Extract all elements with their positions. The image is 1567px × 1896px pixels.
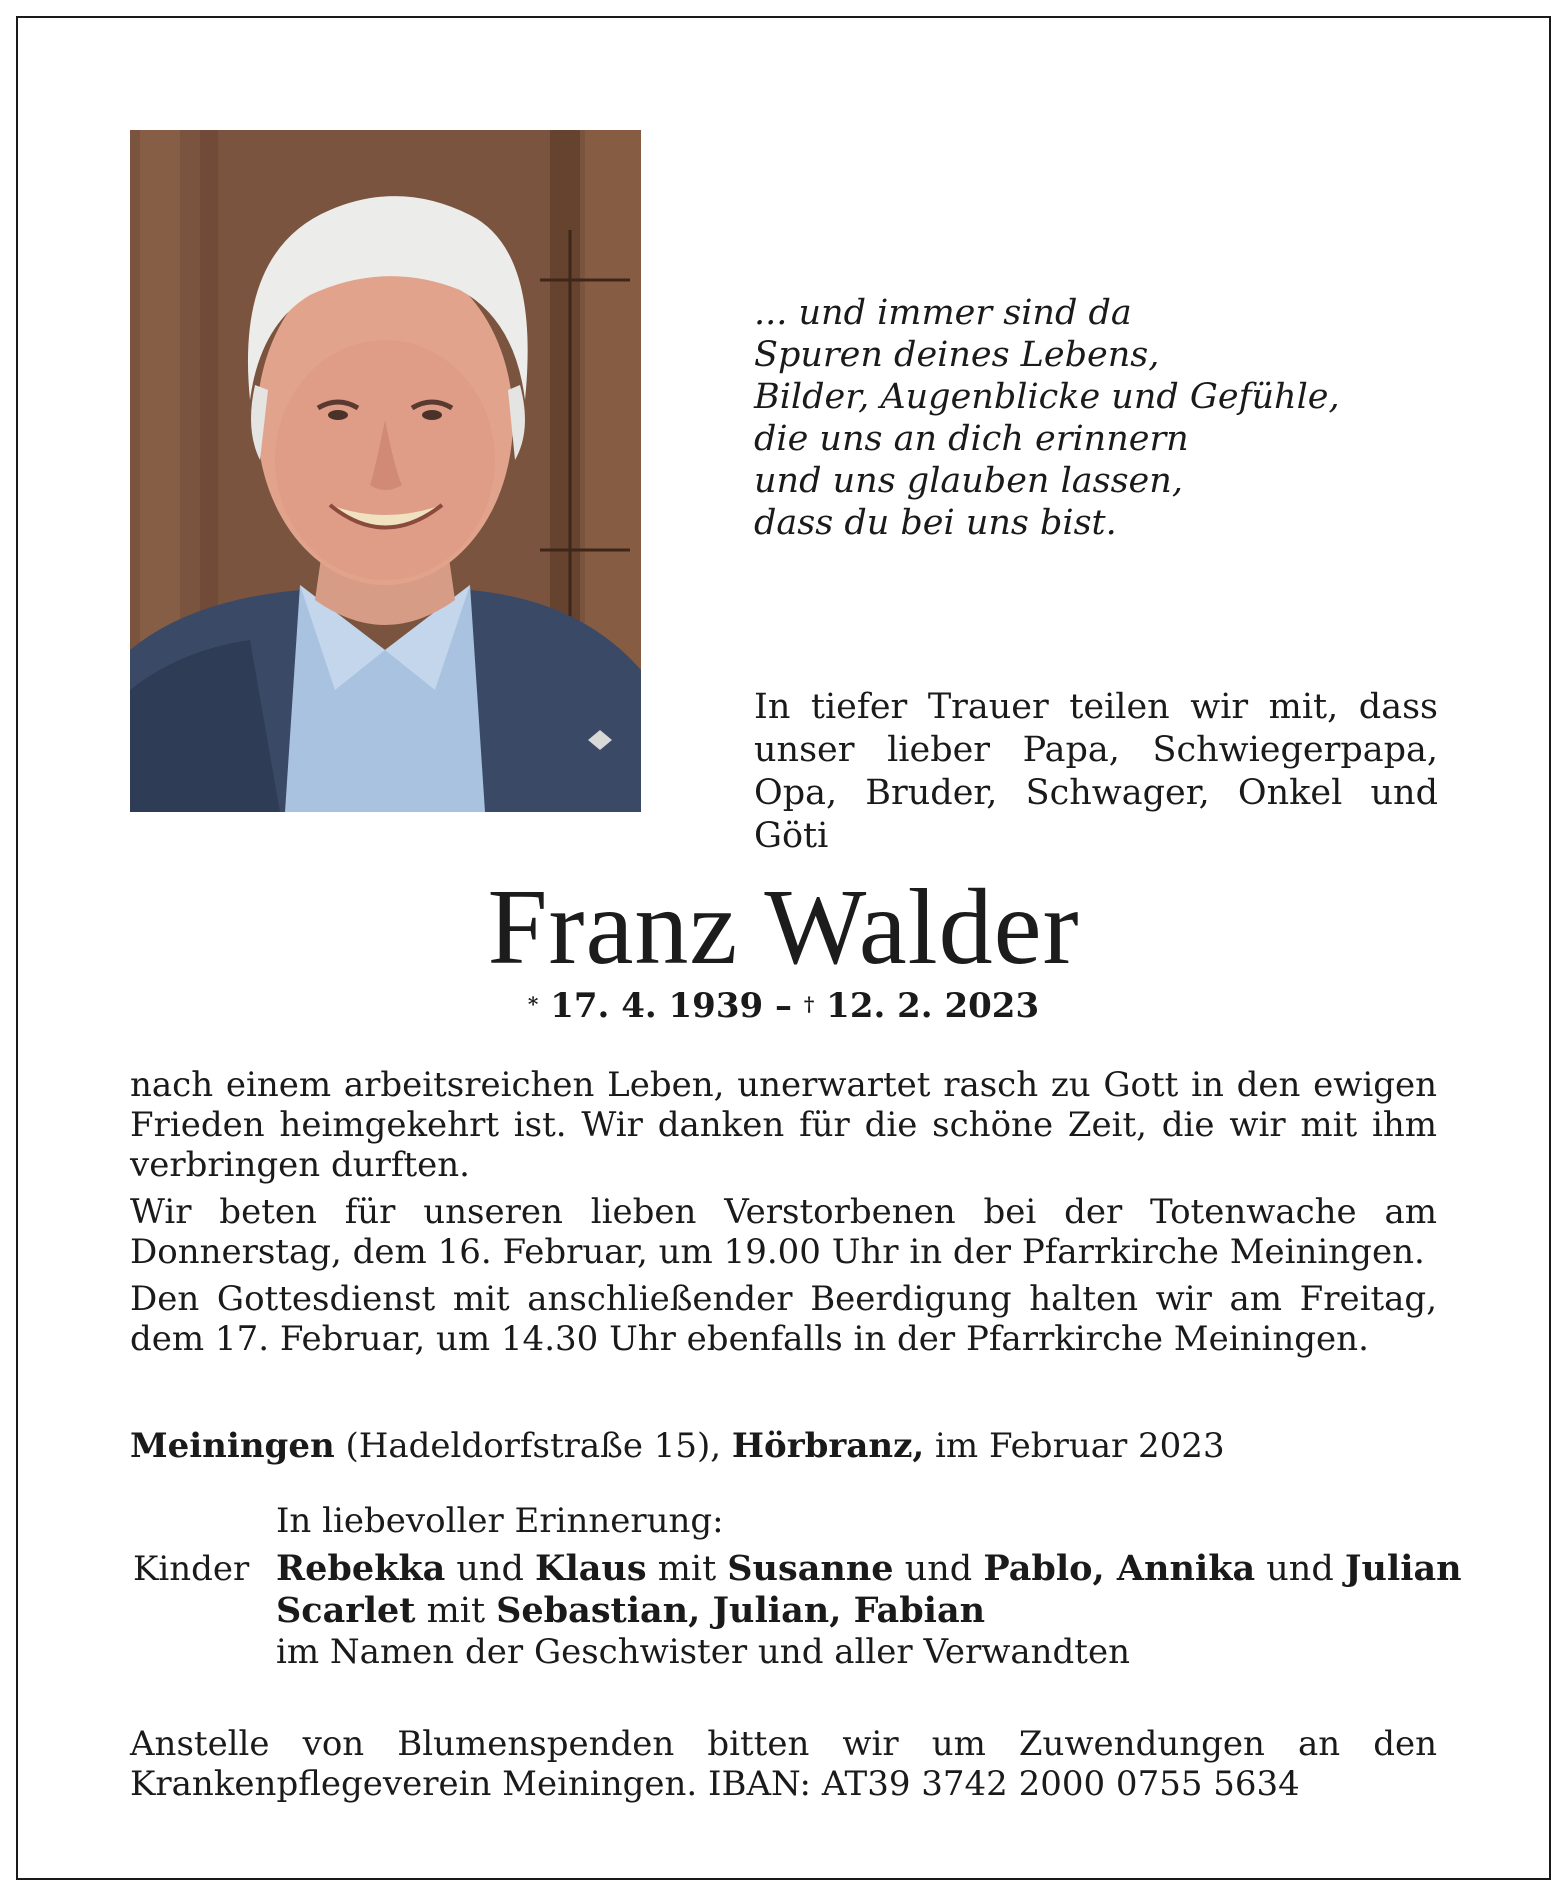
signature-name: Sebastian, Julian, Fabian — [496, 1590, 986, 1631]
announcement-body — [130, 1065, 1437, 1366]
signature-name: Julian — [1344, 1548, 1462, 1589]
portrait-photo — [130, 130, 641, 812]
donation-note: Anstelle von Blumenspenden bitten wir um Zuwendungen an den Krankenpflegeverein Meiningen. IBAN: AT39 3742 2000 0755 5634 — [130, 1724, 1437, 1804]
paragraph-wake: Wir beten für unseren lieben Verstorbenen bei der Totenwache am Donnerstag, dem 16. Februar, um 19.00 Uhr in der Pfarrkirche Meiningen. — [130, 1192, 1437, 1272]
place-town-meiningen: Meiningen — [130, 1426, 335, 1466]
signature-names-line-2 — [276, 1590, 1438, 1632]
signature-lead: In liebevoller Erinnerung: — [276, 1501, 724, 1541]
date-separator: – — [775, 986, 792, 1026]
signature-names — [276, 1548, 1462, 1632]
signature-connector: mit — [646, 1549, 728, 1589]
signature-name: Susanne — [727, 1548, 894, 1589]
death-symbol: † — [803, 992, 815, 1016]
birth-symbol: * — [527, 992, 539, 1016]
signature-connector: und — [445, 1549, 536, 1589]
signature-name: Klaus — [535, 1548, 647, 1589]
place-town-hoerbranz: Hörbranz, — [731, 1426, 925, 1466]
place-date-line — [130, 1425, 1437, 1467]
signature-name: Pablo, Annika — [983, 1548, 1256, 1589]
place-address: (Hadeldorfstraße 15), — [334, 1426, 732, 1466]
birth-date: 17. 4. 1939 — [550, 986, 764, 1026]
signature-name: Rebekka — [276, 1548, 446, 1589]
portrait-illustration — [130, 130, 641, 812]
signature-names-line-1 — [276, 1548, 1462, 1590]
paragraph-funeral: Den Gottesdienst mit anschließender Beerdigung halten wir am Freitag, dem 17. Februar, um 14.30 Uhr ebenfalls in der Pfarrkirche Meiningen. — [130, 1279, 1437, 1359]
signature-foot: im Namen der Geschwister und aller Verwandten — [276, 1632, 1130, 1672]
signature-connector: und — [1255, 1549, 1345, 1589]
deceased-name: Franz Walder — [487, 868, 1080, 987]
memorial-poem: ... und immer sind da Spuren deines Lebens, Bilder, Augenblicke und Gefühle, die uns an dich erinnern und uns glauben lassen, dass du bei uns bist. — [754, 293, 1340, 543]
signature-connector: mit — [415, 1591, 497, 1631]
signature-name: Scarlet — [276, 1590, 416, 1631]
death-date: 12. 2. 2023 — [826, 986, 1040, 1026]
intro-text: In tiefer Trauer teilen wir mit, dass unser lieber Papa, Schwiegerpapa, Opa, Bruder, Schwager, Onkel und Göti — [754, 687, 1438, 856]
signature-connector: und — [893, 1549, 984, 1589]
signature-role: Kinder — [133, 1549, 250, 1589]
place-month: im Februar 2023 — [924, 1426, 1225, 1466]
life-dates — [0, 984, 1567, 1028]
paragraph-passing: nach einem arbeitsreichen Leben, unerwartet rasch zu Gott in den ewigen Frieden heimgekehrt ist. Wir danken für die schöne Zeit, die wir mit ihm verbringen durften. — [130, 1065, 1437, 1185]
